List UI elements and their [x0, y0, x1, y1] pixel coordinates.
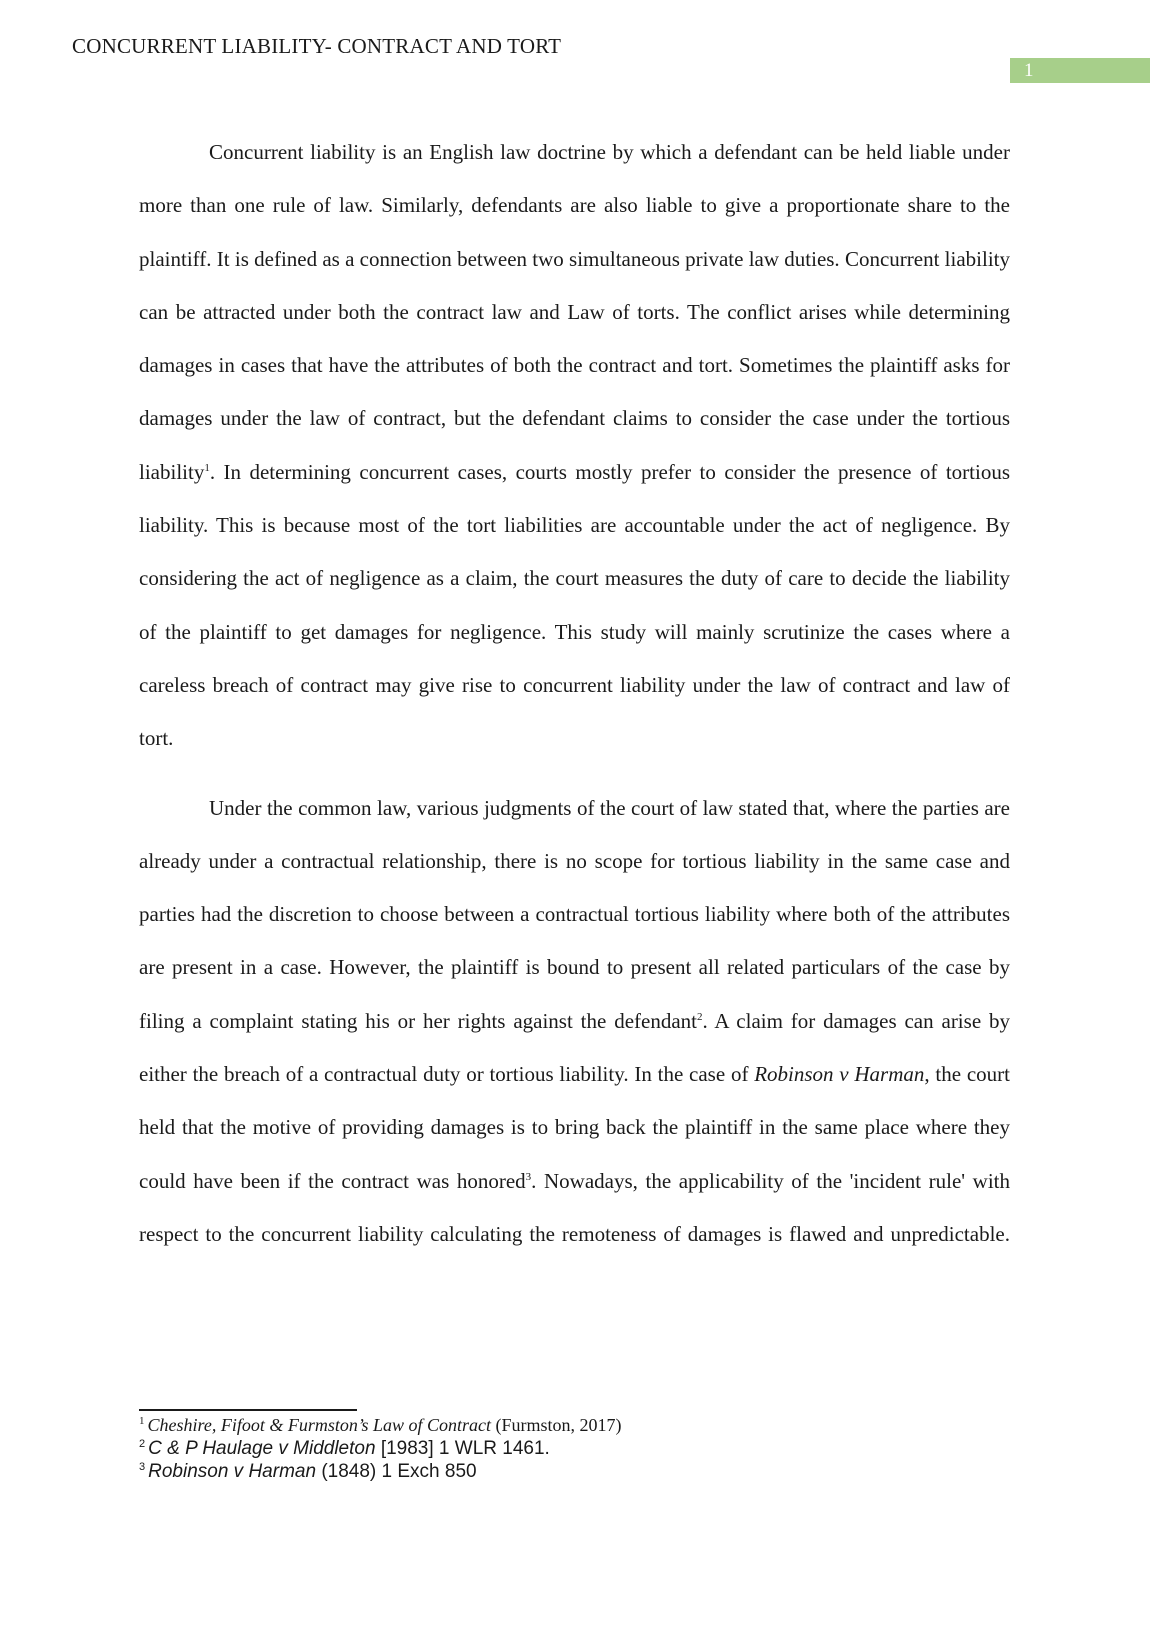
document-body: [139, 126, 1010, 1261]
paragraph-1-text-a: Concurrent liability is an English law doctrine by which a defendant can be held liable under more than one rule of law. Similarly, defendants are also liable to give a proportionate share to the plaintiff. It is defined as a connection between two simultaneous private law duties. Concurrent liability can be attracted under both the contract law and Law of torts. The conflict arises while determining damages in cases that have the attributes of both the contract and tort. Sometimes the plaintiff asks for damages under the law of contract, but the defendant claims to consider the case under the tortious liability: [139, 140, 1010, 484]
footnote-citation-detail: (Furmston, 2017): [491, 1415, 622, 1435]
footnote-number: 3: [139, 1460, 146, 1473]
footnote-citation-detail: (1848) 1 Exch 850: [316, 1461, 477, 1482]
footnotes: [139, 1414, 1039, 1483]
footnote-number: 2: [139, 1437, 146, 1450]
case-name-robinson: Robinson v Harman: [754, 1062, 925, 1087]
paragraph-2-text-b: . A claim for damages can arise by either the breach of a contractual duty or tortious liability. In the case of: [139, 1008, 1010, 1087]
paragraph-1: [139, 126, 1010, 766]
paragraph-2-text-d: . Nowadays, the applicability of the 'incident rule' with respect to the concurrent liability calculating the remoteness of damages is flawed and unpredictable.: [139, 1168, 1010, 1246]
footnote-citation-title: Robinson v Harman: [148, 1461, 317, 1482]
paragraph-1-text-b: . In determining concurrent cases, courts mostly prefer to consider the presence of tortious liability. This is because most of the tort liabilities are accountable under the act of negligence. By considering the act of negligence as a claim, the court measures the duty of care to decide the liability of the plaintiff to get damages for negligence. This study will mainly scrutinize the cases where a careless breach of contract may give rise to concurrent liability under the law of contract and law of tort.: [139, 459, 1010, 751]
footnote-1: [139, 1414, 1039, 1437]
footnote-2: [139, 1437, 1039, 1460]
paragraph-2-text-c: , the court held that the motive of providing damages is to bring back the plaintiff in the same place where they could have been if the contract was honored: [139, 1062, 1010, 1193]
paragraph-2: [139, 782, 1010, 1262]
footnote-ref-3: 3: [525, 1170, 532, 1183]
footnote-number: 1: [139, 1415, 145, 1427]
footnote-ref-1: 1: [204, 461, 210, 474]
footnote-citation-detail: [1983] 1 WLR 1461.: [375, 1438, 550, 1459]
footnote-citation-title: C & P Haulage v Middleton: [148, 1438, 376, 1459]
paragraph-2-text-a: Under the common law, various judgments of the court of law stated that, where the parties are already under a contractual relationship, there is no scope for tortious liability in the same case and parties had the discretion to choose between a contractual tortious liability where both of the attributes are present in a case. However, the plaintiff is bound to present all related particulars of the case by filing a complaint stating his or her rights against the defendant: [139, 795, 1010, 1033]
footnote-citation-title: Cheshire, Fifoot & Furmston’s Law of Contract: [147, 1415, 492, 1435]
footnote-3: [139, 1460, 1039, 1483]
footnote-ref-2: 2: [696, 1010, 703, 1023]
footnote-separator: [139, 1409, 357, 1411]
page-number: 1: [1010, 58, 1150, 83]
running-header-title: CONCURRENT LIABILITY- CONTRACT AND TORT: [72, 34, 562, 58]
